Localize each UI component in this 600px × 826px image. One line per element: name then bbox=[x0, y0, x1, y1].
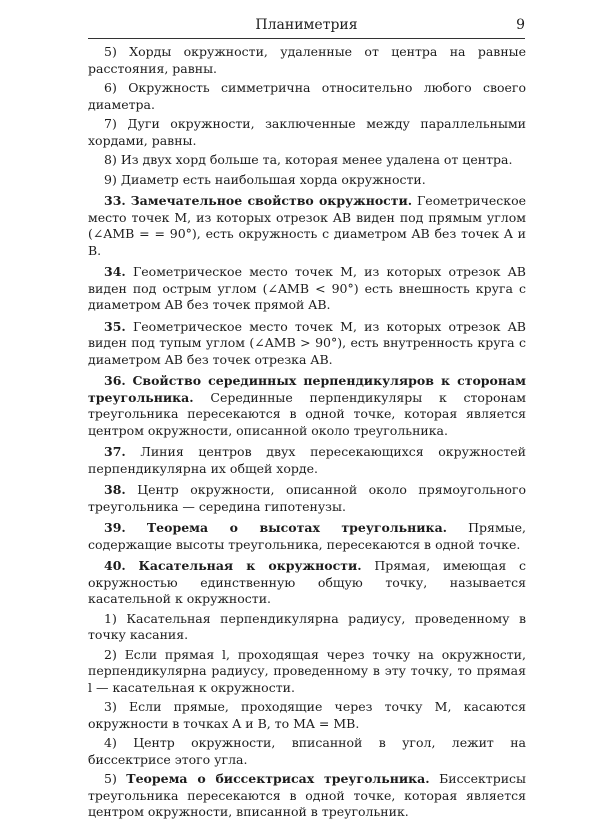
paragraph bbox=[88, 44, 526, 77]
body-text bbox=[88, 44, 526, 826]
paragraph bbox=[88, 482, 526, 515]
item-number: 34. bbox=[104, 264, 126, 279]
running-header bbox=[88, 14, 525, 39]
paragraph-text: Центр окружности, описанной около прямоугольного треугольника — середина гипотенузы. bbox=[88, 482, 526, 514]
paragraph bbox=[88, 699, 526, 732]
item-number: 40. bbox=[104, 558, 126, 573]
paragraph bbox=[88, 558, 526, 608]
paragraph bbox=[88, 264, 526, 314]
paragraph bbox=[88, 771, 526, 821]
paragraph-text: Если прямые, проходящие через точку M, касаются окружности в точках A и B, то MA = MB. bbox=[88, 699, 526, 731]
paragraph-heading: Замечательное свойство окружности. bbox=[130, 193, 413, 208]
paragraph bbox=[88, 444, 526, 477]
paragraph bbox=[88, 735, 526, 768]
paragraph-text: Если прямая l, проходящая через точку на окружности, перпендикулярна радиусу, проведенному в эту точку, то прямая l — касательная к окружности. bbox=[88, 646, 526, 695]
item-number: 36. bbox=[104, 373, 126, 388]
paragraph-text: Прямая, имеющая с окружностью единственную общую точку, называется касательной к окружности. bbox=[88, 558, 526, 606]
item-number: 33. bbox=[104, 193, 126, 208]
paragraph-text: Из двух хорд больше та, которая менее удалена от центра. bbox=[120, 152, 513, 167]
paragraph-text: Геометрическое место точек M, из которых отрезок AB виден под тупым углом (∠AMB > 90°), есть внутренность круга с диаметром AB без точек отрезка AB. bbox=[88, 318, 526, 367]
paragraph bbox=[88, 611, 526, 644]
paragraph bbox=[88, 116, 526, 149]
paragraph-text: Диаметр есть наибольшая хорда окружности. bbox=[120, 171, 426, 187]
paragraph-text: Геометрическое место точек M, из которых отрезок AB виден под прямым углом (∠AMB = = 90°), есть окружность с диаметром AB без точек A и B. bbox=[88, 193, 526, 258]
paragraph-text: Геометрическое место точек M, из которых отрезок AB виден под острым углом (∠AMB < 90°) есть внешность круга с диаметром AB без точек прямой AB. bbox=[88, 264, 526, 312]
paragraph bbox=[88, 172, 526, 189]
paragraph-text: Хорды окружности, удаленные от центра на равные расстояния, равны. bbox=[88, 44, 526, 76]
paragraph bbox=[88, 193, 526, 259]
item-number: 9) bbox=[104, 171, 117, 187]
paragraph-text: Серединные перпендикуляры к сторонам треугольника пересекаются в одной точке, которая является центром окружности, описанной около треугольника. bbox=[88, 389, 526, 438]
item-number: 3) bbox=[104, 699, 117, 714]
paragraph-text: Касательная перпендикулярна радиусу, проведенному в точку касания. bbox=[88, 610, 526, 642]
page-number: 9 bbox=[516, 17, 525, 33]
paragraph bbox=[88, 520, 526, 553]
item-number: 7) bbox=[104, 116, 117, 131]
header-title: Планиметрия bbox=[255, 17, 358, 33]
item-number: 8) bbox=[104, 152, 117, 167]
item-number: 35. bbox=[104, 318, 126, 334]
item-number: 5) bbox=[104, 44, 117, 59]
paragraph-text: Линия центров двух пересекающихся окружностей перпендикулярна их общей хорде. bbox=[88, 444, 526, 476]
item-number: 4) bbox=[104, 735, 117, 750]
item-number: 1) bbox=[104, 610, 117, 626]
paragraph-heading: Теорема о высотах треугольника. bbox=[146, 520, 448, 535]
paragraph bbox=[88, 80, 526, 113]
paragraph-heading: Теорема о биссектрисах треугольника. bbox=[126, 771, 430, 786]
paragraph-text: Прямые, содержащие высоты треугольника, пересекаются в одной точке. bbox=[88, 520, 526, 552]
paragraph-heading: Касательная к окружности. bbox=[138, 558, 362, 573]
item-number: 39. bbox=[104, 520, 126, 535]
paragraph bbox=[88, 152, 526, 169]
item-number: 37. bbox=[104, 444, 126, 459]
paragraph-text: Окружность симметрична относительно любого своего диаметра. bbox=[88, 80, 527, 112]
paragraph bbox=[88, 647, 526, 697]
item-number: 2) bbox=[104, 646, 117, 662]
paragraph bbox=[88, 373, 526, 439]
item-number: 6) bbox=[104, 80, 117, 95]
paragraph-text: Биссектрисы треугольника пересекаются в одной точке, которая является центром окружности, вписанной в треугольник. bbox=[88, 771, 527, 819]
paragraph-text: Центр окружности, вписанной в угол, лежит на биссектрисе этого угла. bbox=[88, 735, 526, 767]
item-number: 38. bbox=[104, 482, 126, 497]
paragraph-heading: Свойство серединных перпендикуляров к сторонам треугольника. bbox=[88, 373, 526, 405]
paragraph bbox=[88, 319, 526, 369]
paragraph-text: Дуги окружности, заключенные между параллельными хордами, равны. bbox=[88, 116, 526, 148]
item-number: 5) bbox=[104, 771, 117, 786]
